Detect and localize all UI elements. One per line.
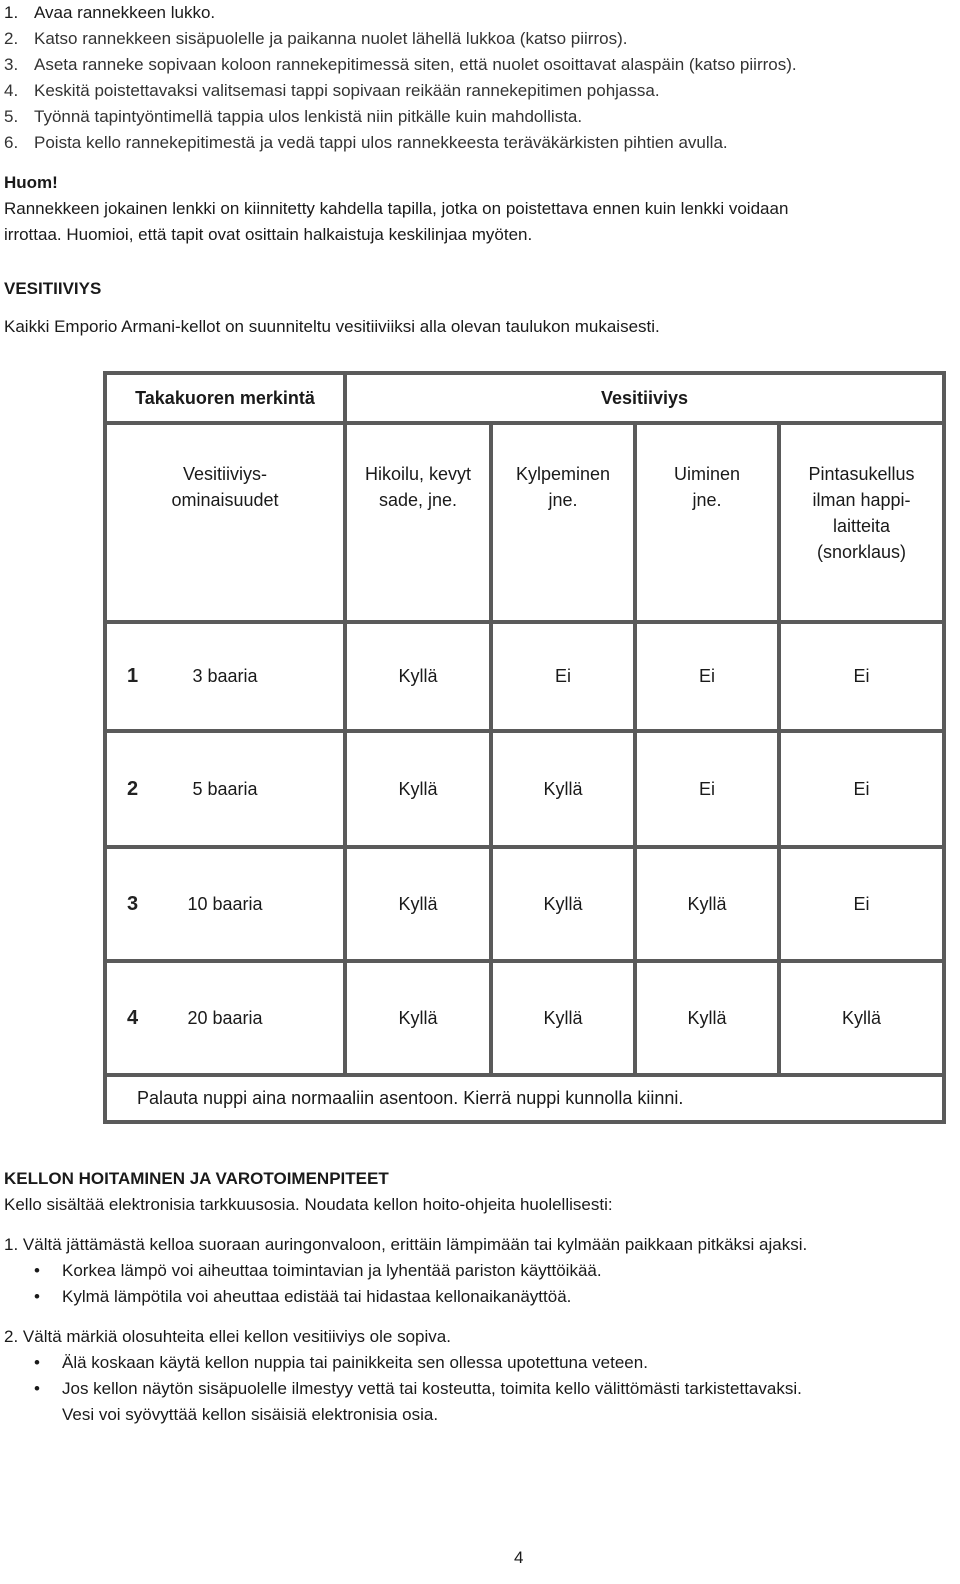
case-mark-1: 1 (127, 665, 139, 687)
row-2-col-3: Kyllä (493, 733, 633, 845)
table-footer-note: Palauta nuppi aina normaaliin asentoon. Kierrä nuppi kunnolla kiinni. (107, 1077, 942, 1120)
header-water-resistance: Vesitiiviys (347, 375, 942, 421)
care-item-2-bullet-2: • Jos kellon näytön sisäpuolelle ilmestyy vettä tai kosteutta, toimita kello välittömästi tarkistettavaksi. (34, 1379, 802, 1398)
care-item-2: 2. Vältä märkiä olosuhteita ellei kellon vesitiiviys ole sopiva. (4, 1327, 451, 1346)
row-3-col-2: Kyllä (347, 849, 489, 959)
subheader-properties: Vesitiiviys- ominaisuudet (107, 425, 343, 620)
row-1-col-4: Ei (637, 624, 777, 729)
page-number: 4 (514, 1548, 524, 1567)
water-intro: Kaikki Emporio Armani-kellot on suunniteltu vesitiiviiksi alla olevan taulukon mukaisesti. (4, 317, 660, 336)
care-intro: Kello sisältää elektronisia tarkkuusosia. Noudata kellon hoito-ohjeita huolellisesti: (4, 1195, 613, 1214)
row-1-col-2: Kyllä (347, 624, 489, 729)
step-5: 5. Työnnä tapintyöntimellä tappia ulos lenkistä niin pitkälle kuin mahdollista. (4, 107, 583, 126)
row-1-pressure: 1 3 baaria (107, 624, 343, 729)
row-3-pressure: 3 10 baaria (107, 849, 343, 959)
care-item-2-continuation: Vesi voi syövyttää kellon sisäisiä elektronisia osia. (62, 1405, 439, 1424)
care-item-1-bullet-1: • Korkea lämpö voi aiheuttaa toimintavian ja lyhentää pariston käyttöikää. (34, 1261, 602, 1280)
row-4-pressure: 4 20 baaria (107, 963, 343, 1073)
row-3-col-3: Kyllä (493, 849, 633, 959)
row-3-col-5: Ei (781, 849, 942, 959)
subheader-swimming: Uiminen jne. (637, 425, 777, 620)
row-1-col-5: Ei (781, 624, 942, 729)
row-1-col-3: Ei (493, 624, 633, 729)
step-3: 3. Aseta ranneke sopivaan koloon rannekepitimessä siten, että nuolet osoittavat alaspäin (katso piirros). (4, 55, 797, 74)
row-4-col-3: Kyllä (493, 963, 633, 1073)
case-mark-4: 4 (127, 1006, 139, 1029)
case-mark-2: 2 (127, 777, 139, 800)
subheader-sweat-rain: Hikoilu, kevyt sade, jne. (347, 425, 489, 620)
care-item-2-bullet-1: • Älä koskaan käytä kellon nuppia tai painikkeita sen ollessa upotettuna veteen. (34, 1353, 648, 1372)
row-4-col-2: Kyllä (347, 963, 489, 1073)
row-2-col-4: Ei (637, 733, 777, 845)
row-4-col-4: Kyllä (637, 963, 777, 1073)
care-item-1: 1. Vältä jättämästä kelloa suoraan auringonvaloon, erittäin lämpimään tai kylmään paikkaan pitkäksi ajaksi. (4, 1235, 808, 1254)
care-item-1-bullet-2: • Kylmä lämpötila voi aheuttaa edistää tai hidastaa kellonaikanäyttöä. (34, 1287, 572, 1306)
step-1: 1. Avaa rannekkeen lukko. (4, 3, 216, 22)
note-title: Huom! (4, 173, 58, 192)
subheader-snorkeling: Pintasukellus ilman happi- laitteita (snorklaus) (781, 425, 942, 620)
care-heading: KELLON HOITAMINEN JA VAROTOIMENPITEET (4, 1169, 389, 1188)
water-resistance-table (103, 371, 946, 1124)
row-2-col-5: Ei (781, 733, 942, 845)
note-line-1: Rannekkeen jokainen lenkki on kiinnitetty kahdella tapilla, jotka on poistettava ennen kuin lenkki voidaan (4, 199, 789, 218)
step-4: 4. Keskitä poistettavaksi valitsemasi tappi sopivaan reikään rannekepitimen pohjassa. (4, 81, 660, 100)
case-mark-3: 3 (127, 892, 139, 915)
water-heading: VESITIIVIYS (4, 279, 102, 298)
subheader-bathing: Kylpeminen jne. (493, 425, 633, 620)
row-3-col-4: Kyllä (637, 849, 777, 959)
step-2: 2. Katso rannekkeen sisäpuolelle ja paikanna nuolet lähellä lukkoa (katso piirros). (4, 29, 628, 48)
header-case-marking: Takakuoren merkintä (107, 375, 343, 421)
row-4-col-5: Kyllä (781, 963, 942, 1073)
row-2-pressure: 2 5 baaria (107, 733, 343, 845)
row-2-col-2: Kyllä (347, 733, 489, 845)
note-line-2: irrottaa. Huomioi, että tapit ovat osittain halkaistuja keskilinjaa myöten. (4, 225, 533, 244)
step-6: 6. Poista kello rannekepitimestä ja vedä tappi ulos rannekkeesta teräväkärkisten pihtien avulla. (4, 133, 728, 152)
